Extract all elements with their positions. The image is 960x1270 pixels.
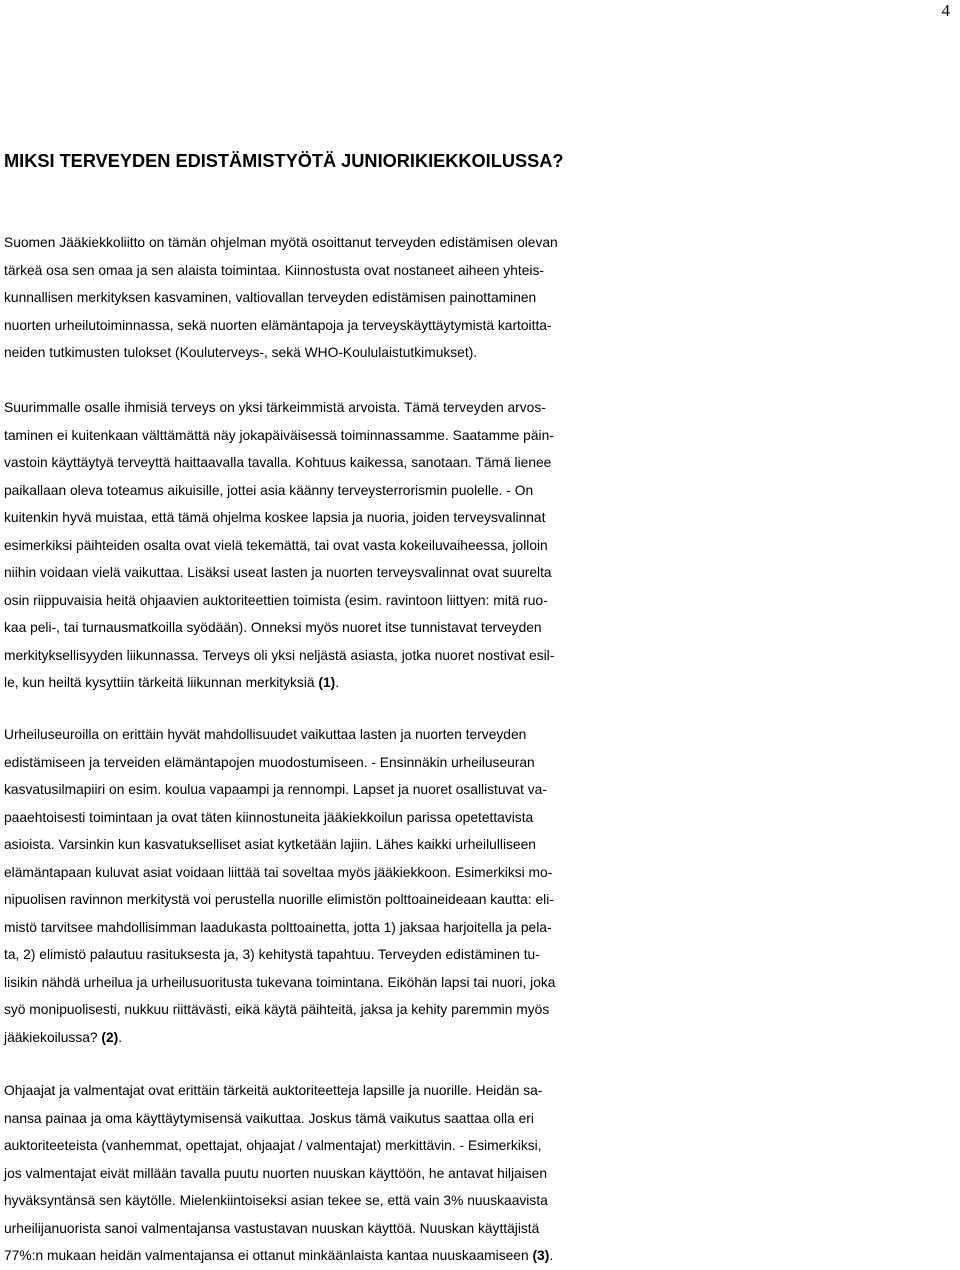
text-line: urheilijanuorista sanoi valmentajansa vastustavan nuuskan käyttöä. Nuuskan käyttäjistä xyxy=(4,1220,540,1236)
paragraph-1 xyxy=(4,229,960,367)
text-line: kasvatusilmapiiri on esim. koulua vapaampi ja rennompi. Lapset ja nuoret osallistuvat va- xyxy=(4,782,547,797)
citation-reference: (2) xyxy=(101,1029,119,1045)
text-line: jos valmentajat eivät millään tavalla puutu nuorten nuuskan käyttöön, he antavat hiljaisen xyxy=(4,1165,548,1181)
text-line xyxy=(4,669,960,697)
text-line: nansa painaa ja oma käyttäytymisensä vaikuttaa. Joskus tämä vaikutus saattaa olla eri xyxy=(4,1110,534,1126)
text-line: Urheiluseuroilla on erittäin hyvät mahdollisuudet vaikuttaa lasten ja nuorten terveyden xyxy=(4,727,527,742)
text-run: . xyxy=(118,1029,123,1045)
text-line: taminen ei kuitenkaan välttämättä näy jokapäiväisessä toiminnassamme. Saatamme päin- xyxy=(4,427,554,443)
text-line: esimerkiksi päihteiden osalta ovat vielä tekemättä, tai ovat vasta kokeiluvaiheessa, jolloin xyxy=(4,537,548,553)
text-line: kunnallisen merkityksen kasvaminen, valtiovallan terveyden edistämisen painottaminen xyxy=(4,290,537,305)
text-line: Ohjaajat ja valmentajat ovat erittäin tärkeitä auktoriteetteja lapsille ja nuorille. Heidän sa- xyxy=(4,1083,543,1098)
text-line: paikallaan oleva toteamus aikuisille, jottei asia käänny terveysterrorismin puolelle. - On xyxy=(4,482,534,498)
text-line: edistämiseen ja terveiden elämäntapojen muodostumiseen. - Ensinnäkin urheiluseuran xyxy=(4,754,535,770)
text-line: vastoin käyttäytyä terveyttä haittaavalla tavalla. Kohtuus kaikessa, sanotaan. Tämä lienee xyxy=(4,455,552,470)
citation-reference: (3) xyxy=(532,1248,550,1263)
text-line: osin riippuvaisia heitä ohjaavien auktoriteettien toimista (esim. ravintoon liittyen: mitä ruo- xyxy=(4,592,548,608)
text-line: nipuolisen ravinnon merkitystä voi perustella nuorille elimistön polttoaineideaan kautta: eli- xyxy=(4,892,554,907)
document-heading: MIKSI TERVEYDEN EDISTÄMISTYÖTÄ JUNIORIKIEKKOILUSSA? xyxy=(4,151,564,171)
text-line: elämäntapaan kuluvat asiat voidaan liittää tai soveltaa myös jääkiekkoon. Esimerkiksi mo- xyxy=(4,864,553,880)
text-run: jääkiekoilussa? xyxy=(4,1029,102,1045)
paragraph-4 xyxy=(4,1077,960,1270)
text-line xyxy=(4,1242,960,1270)
text-line xyxy=(4,1024,960,1052)
text-run: . xyxy=(549,1248,554,1263)
citation-reference: (1) xyxy=(318,675,336,690)
text-run: . xyxy=(335,675,340,690)
text-line: ta, 2) elimistö palautuu rasituksesta ja, 3) kehitystä tapahtuu. Terveyden edistäminen tu- xyxy=(4,947,540,962)
text-line: kaa peli-, tai turnausmatkoilla syödään). Onneksi myös nuoret itse tunnistavat terveyden xyxy=(4,620,542,635)
page-number: 4 xyxy=(941,1,950,20)
text-line: Suomen Jääkiekkoliitto on tämän ohjelman myötä osoittanut terveyden edistämisen olevan xyxy=(4,235,558,250)
text-line: lisikin nähdä urheilua ja urheilusuoritusta tukevana toimintana. Eiköhän lapsi tai nuori, joka xyxy=(4,974,556,990)
text-line: mistö tarvitsee mahdollisimman laadukasta polttoainetta, jotta 1) jaksaa harjoitella ja pela- xyxy=(4,919,552,935)
text-line: kuitenkin hyvä muistaa, että tämä ohjelma koskee lapsia ja nuoria, joiden terveysvalinnat xyxy=(4,510,546,525)
text-line: hyväksyntänsä sen käytölle. Mielenkiintoiseksi asian tekee se, että vain 3% nuuskaavista xyxy=(4,1193,548,1208)
paragraph-2 xyxy=(4,394,960,697)
text-line: neiden tutkimusten tulokset (Kouluterveys-, sekä WHO-Koululaistutkimukset). xyxy=(4,345,478,360)
text-run: le, kun heiltä kysyttiin tärkeitä liikunnan merkityksiä xyxy=(4,675,319,690)
text-line: syö monipuolisesti, nukkuu riittävästi, eikä käytä päihteitä, jaksa ja kehity paremmin myös xyxy=(4,1002,550,1017)
text-run: 77%:n mukaan heidän valmentajansa ei ottanut minkäänlaista kantaa nuuskaamiseen xyxy=(4,1248,533,1263)
text-line: auktoriteeteista (vanhemmat, opettajat, ohjaajat / valmentajat) merkittävin. - Esimerkiksi, xyxy=(4,1138,542,1153)
text-line: nuorten urheilutoiminnassa, sekä nuorten elämäntapoja ja terveyskäyttäytymistä kartoitta- xyxy=(4,317,552,333)
paragraph-3 xyxy=(4,721,960,1051)
text-line: tärkeä osa sen omaa ja sen alaista toimintaa. Kiinnostusta ovat nostaneet aiheen yhteis- xyxy=(4,262,544,278)
text-line: Suurimmalle osalle ihmisiä terveys on yksi tärkeimmistä arvoista. Tämä terveyden arvos- xyxy=(4,400,546,415)
text-line: niihin voidaan vielä vaikuttaa. Lisäksi useat lasten ja nuorten terveysvalinnat ovat suurelta xyxy=(4,565,552,580)
text-line: merkityksellisyyden liikunnassa. Terveys oli yksi neljästä asiasta, jotka nuoret nostivat esil- xyxy=(4,647,555,663)
text-line: asioista. Varsinkin kun kasvatukselliset asiat kytketään lajiin. Lähes kaikki urheilulliseen xyxy=(4,837,536,852)
text-line: paaehtoisesti toimintaan ja ovat täten kiinnostuneita jääkiekkoilun parissa opetettavista xyxy=(4,809,534,825)
